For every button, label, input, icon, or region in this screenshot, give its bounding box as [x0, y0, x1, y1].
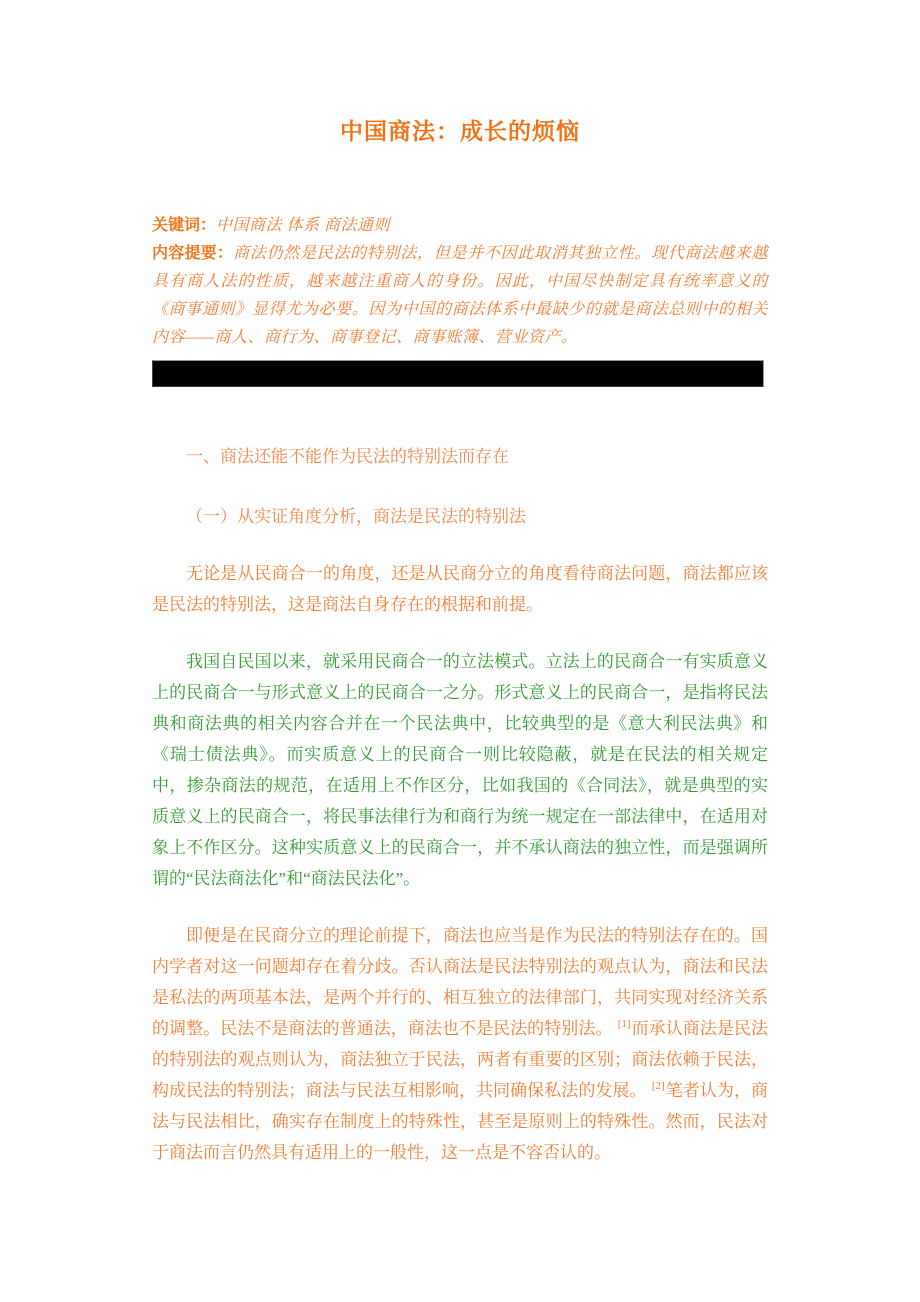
abstract-text: 商法仍然是民法的特别法，但是并不因此取消其独立性。现代商法越来越具有商人法的性质，越来越注重商人的身份。因此，中国尽快制定具有统率意义的《商事通则》显得尤为必要。因为中国的商法体系中最缺少的就是商法总则中的相关内容——商人、商行为、商事登记、商事账簿、营业资产。: [152, 245, 768, 346]
redaction-bar: [152, 360, 764, 387]
abstract-label: 内容提要：: [152, 245, 234, 262]
keywords-text: 中国商法 体系 商法通则: [216, 217, 391, 234]
paragraph-3-text-a: 即便是在民商分立的理论前提下，商法也应当是作为民法的特别法存在的。国内学者对这一问题却存在着分歧。否认商法是民法特别法的观点认为，商法和民法是私法的两项基本法，是两个并行的、相互独立的法律部门，共同实现对经济关系的调整。民法不是商法的普通法，商法也不是民法的特别法。: [152, 926, 768, 1038]
section-heading: 一、商法还能不能作为民法的特别法而存在: [186, 447, 509, 466]
subsection-heading: （一）从实证角度分析，商法是民法的特别法: [186, 507, 526, 526]
footnote-ref-2: [2]: [651, 1080, 665, 1093]
paragraph-3: [152, 920, 768, 1168]
paragraph-3-text-c: 笔者认为，商法与民法相比，确实存在制度上的特殊性，甚至是原则上的特殊性。然而，民法对于商法而言仍然具有适用上的一般性，这一点是不容否认的。: [152, 1081, 769, 1162]
footnote-ref-1: [1]: [617, 1018, 631, 1031]
paragraph-1: 无论是从民商合一的角度，还是从民商分立的角度看待商法问题，商法都应该是民法的特别法，这是商法自身存在的根据和前提。: [152, 564, 768, 614]
abstract-line: [152, 240, 768, 352]
page-title: 中国商法：成长的烦恼: [340, 118, 580, 144]
paragraph-2: 我国自民国以来，就采用民商合一的立法模式。立法上的民商合一有实质意义上的民商合一与形式意义上的民商合一之分。形式意义上的民商合一，是指将民法典和商法典的相关内容合并在一个民法典中，比较典型的是《意大利民法典》和《瑞士债法典》。而实质意义上的民商合一则比较隐蔽，就是在民法的相关规定中，掺杂商法的规范，在适用上不作区分，比如我国的《合同法》，就是典型的实质意义上的民商合一，将民事法律行为和商行为统一规定在一部法律中，在适用对象上不作区分。这种实质意义上的民商合一，并不承认商法的独立性，而是强调所谓的“民法商法化”和“商法民法化”。: [152, 652, 768, 888]
keywords-label: 关键词：: [152, 217, 217, 234]
keywords-line: [152, 212, 768, 240]
paragraph-3-text-b: 而承认商法是民法的特别法的观点则认为，商法独立于民法，两者有重要的区别；商法依赖于民法，构成民法的特别法；商法与民法互相影响，共同确保私法的发展。: [152, 1019, 769, 1100]
